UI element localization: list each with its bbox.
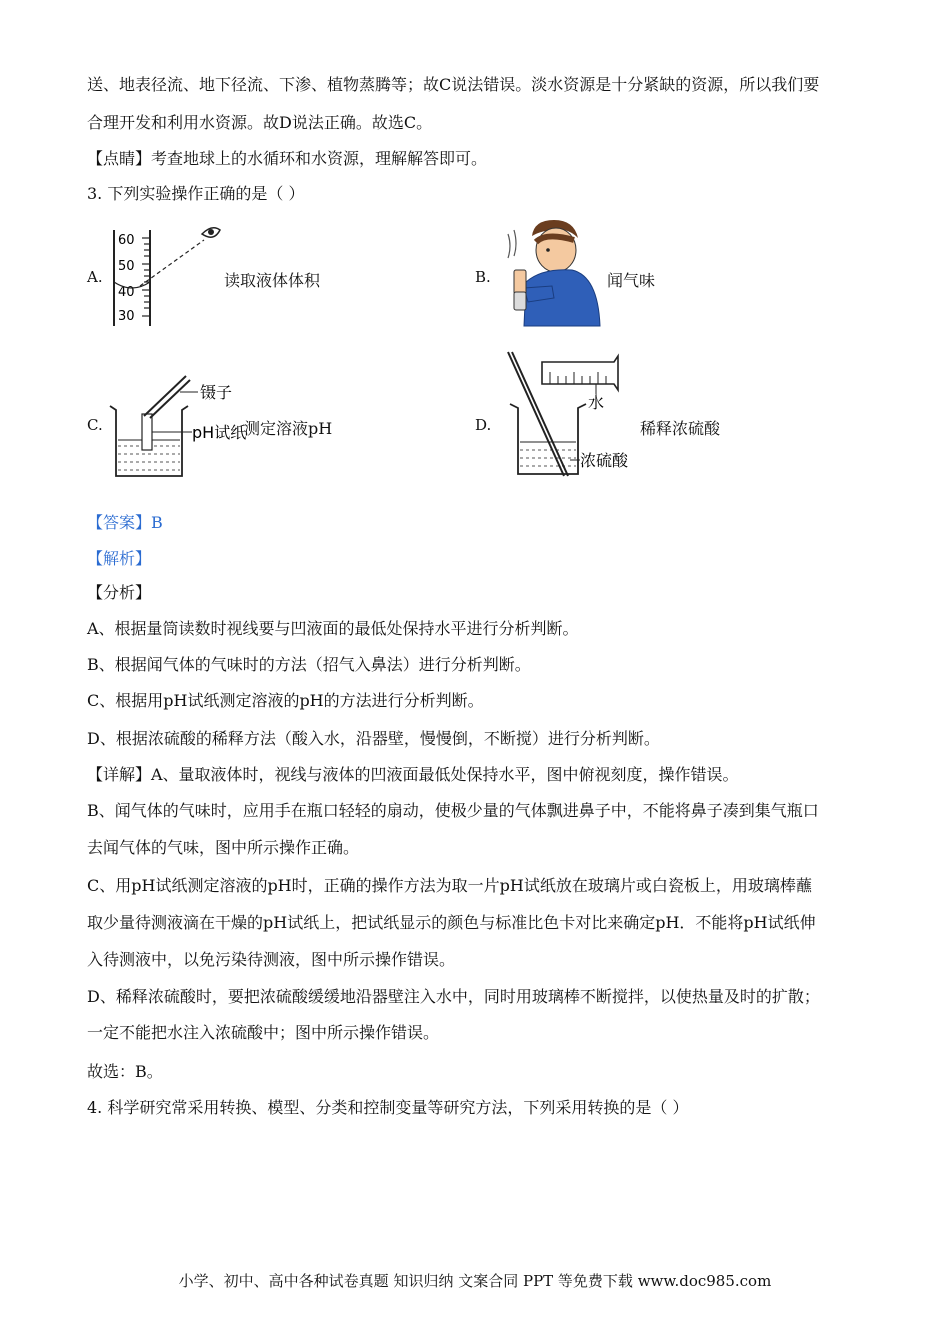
option-d-label: D. <box>475 416 492 434</box>
eye-icon <box>202 228 220 237</box>
cylinder-mark-50: 50 <box>118 259 135 274</box>
option-c-caption: 测定溶液pH <box>244 419 333 438</box>
cylinder-mark-60: 60 <box>118 233 135 248</box>
question-4-title: 4. 科学研究常采用转换、模型、分类和控制变量等研究方法，下列采用转换的是（ ） <box>87 1098 689 1117</box>
option-b-label: B. <box>475 268 491 286</box>
detail-6: 入待测液中，以免污染待测液，图中所示操作错误。 <box>87 950 456 969</box>
option-a-label: A. <box>87 268 103 286</box>
jiexi-line <box>87 548 151 570</box>
detail-4: C、用pH试纸测定溶液的pH时，正确的操作方法为取一片pH试纸放在玻璃片或白瓷板上，用玻璃棒蘸 <box>87 876 812 895</box>
cylinder-mark-30: 30 <box>118 309 135 324</box>
option-a-caption: 读取液体体积 <box>224 271 321 290</box>
water-label: 水 <box>588 393 605 412</box>
option-c-label: C. <box>87 416 103 434</box>
analysis-d: D、根据浓硫酸的稀释方法（酸入水，沿器壁，慢慢倒，不断搅）进行分析判断。 <box>87 729 660 748</box>
dianjing-note: 【点睛】考查地球上的水循环和水资源，理解解答即可。 <box>87 149 488 168</box>
fenxi-tag: 【分析】 <box>87 583 152 602</box>
ph-test-beaker-figure <box>106 370 252 482</box>
analysis-b: B、根据闻气体的气味时的方法（招气入鼻法）进行分析判断。 <box>87 655 531 674</box>
detail-7: D、稀释浓硫酸时，要把浓硫酸缓缓地沿器壁注入水中，同时用玻璃棒不断搅拌，以使热量及时的扩散； <box>87 987 820 1006</box>
jiexi-tag: 【解析】 <box>87 549 152 568</box>
detail-2: B、闻气体的气味时，应用手在瓶口轻轻的扇动，使极少量的气体飘进鼻子中，不能将鼻子凑到集气瓶口 <box>87 801 819 820</box>
conc-acid-label: 浓硫酸 <box>580 451 629 470</box>
analysis-a: A、根据量筒读数时视线要与凹液面的最低处保持水平进行分析判断。 <box>87 619 579 638</box>
detail-3: 去闻气体的气味，图中所示操作正确。 <box>87 838 360 857</box>
smelling-boy-figure <box>502 216 604 328</box>
text-line-1: 送、地表径流、地下径流、下渗、植物蒸腾等；故C说法错误。淡水资源是十分紧缺的资源，所以我们要 <box>87 75 820 94</box>
option-b-caption: 闻气味 <box>607 271 656 290</box>
question-3-title: 3. 下列实验操作正确的是（ ） <box>87 184 305 203</box>
graduated-cylinder-figure <box>106 222 236 330</box>
option-d-caption: 稀释浓硫酸 <box>640 419 721 438</box>
text-line-2: 合理开发和利用水资源。故D说法正确。故选C。 <box>87 113 433 132</box>
detail-1: 【详解】A、量取液体时，视线与液体的凹液面最低处保持水平，图中俯视刻度，操作错误。 <box>87 765 739 784</box>
answer-text: 【答案】B <box>87 513 163 532</box>
answer-line <box>87 512 163 534</box>
page-footer: 小学、初中、高中各种试卷真题 知识归纳 文案合同 PPT 等免费下载 www.doc985.com <box>178 1272 772 1290</box>
ph-paper-label: pH试纸 <box>192 423 247 442</box>
analysis-c: C、根据用pH试纸测定溶液的pH的方法进行分析判断。 <box>87 691 484 710</box>
detail-5: 取少量待测液滴在干燥的pH试纸上，把试纸显示的颜色与标准比色卡对比来确定pH．不能将pH试纸伸 <box>87 913 816 932</box>
cylinder-mark-40: 40 <box>118 285 135 300</box>
acid-dilution-figure <box>500 348 630 478</box>
detail-8: 一定不能把水注入浓硫酸中；图中所示操作错误。 <box>87 1023 440 1042</box>
final-choice: 故选：B。 <box>87 1062 163 1081</box>
tweezers-label: 镊子 <box>200 383 233 402</box>
